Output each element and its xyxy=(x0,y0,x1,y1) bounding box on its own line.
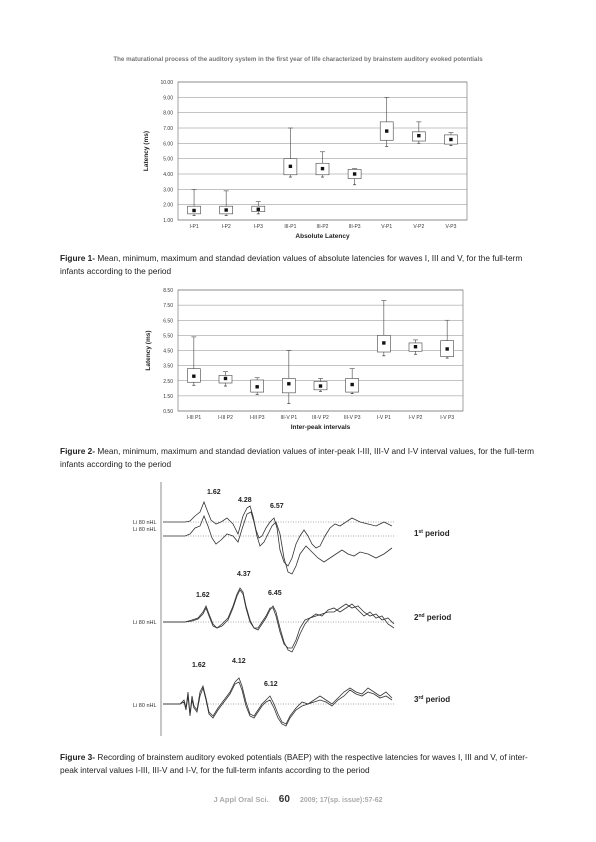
figure1-text: Mean, minimum, maximum and standad deviation values of absolute latencies for waves I, III and V, for the full-term infants according to the period xyxy=(60,253,523,276)
fig1-ytick-label: 2.00 xyxy=(163,202,173,209)
fig1-ytick-label: 4.00 xyxy=(163,172,173,178)
period1-peak-I: 1.62 xyxy=(207,489,221,496)
fig2-ytick-label: 4.50 xyxy=(163,348,173,355)
fig2-ytick-label: 1.50 xyxy=(163,393,173,400)
period3-channel-label: Li 80 nHL xyxy=(133,703,157,709)
fig1-xtick-label: V-P2 xyxy=(413,224,425,230)
running-header: The maturational process of the auditory system in the first year of life characterized by brainstem auditory evoked potentials xyxy=(113,56,483,63)
fig1-mean-marker xyxy=(321,167,324,170)
figure2-label: Figure 2- xyxy=(60,446,96,456)
period1-trace-2 xyxy=(163,512,392,574)
fig1-ytick-label: 1.00 xyxy=(163,218,173,224)
period2-peak-III: 4.37 xyxy=(237,571,251,578)
period3-peak-I: 1.62 xyxy=(192,662,206,669)
period3-peak-III: 4.12 xyxy=(232,658,246,665)
fig2-xtick-label: I-III P1 xyxy=(186,415,202,421)
fig2-ytick-label: 7.50 xyxy=(163,303,173,310)
figure2-text: Mean, minimum, maximum and standad deviation values of inter-peak I-III, III-V and I-V interval values, for the full-term infants according to the period xyxy=(60,446,535,469)
fig2-ytick-label: 2.50 xyxy=(163,378,173,385)
figure2-caption xyxy=(60,445,544,471)
fig1-mean-marker xyxy=(289,165,292,168)
period3-trace-2 xyxy=(163,682,392,726)
fig2-xtick-label: I-III P2 xyxy=(218,415,233,421)
period1-trace-1 xyxy=(163,502,392,566)
fig2-xtick-label: III-V P2 xyxy=(312,415,329,421)
fig1-xaxis-title: Absolute Latency xyxy=(295,233,350,240)
fig2-mean-marker xyxy=(255,385,258,388)
period1-peak-III: 4.28 xyxy=(238,497,252,504)
fig1-mean-marker xyxy=(224,208,227,211)
fig2-xtick-label: I-V P1 xyxy=(376,415,391,421)
figure3-text: Recording of brainstem auditory evoked potentials (BAEP) with the respective latencies for waves I, III and V, of inter-peak interval values I-III, III-V and I-V, for the full-term infants according to the period xyxy=(60,752,528,775)
fig1-mean-marker xyxy=(417,134,420,137)
period3-peak-V: 6.12 xyxy=(264,681,278,688)
fig2-ytick-label: 5.50 xyxy=(163,333,173,340)
period3-label: 3rd period xyxy=(414,695,451,704)
fig1-ytick-label: 10.00 xyxy=(160,80,173,86)
fig2-xaxis-title: Inter-peak intervals xyxy=(290,424,351,431)
figure1-chart xyxy=(0,76,596,248)
fig1-mean-marker xyxy=(353,172,356,175)
period1-peak-V: 6.57 xyxy=(270,503,284,510)
fig2-xtick-label: I-V P2 xyxy=(408,415,423,421)
fig1-xtick-label: III-P2 xyxy=(316,224,329,230)
fig2-ytick-label: 8.50 xyxy=(163,288,173,294)
period1-group xyxy=(133,489,450,574)
fig2-ytick-label: 3.50 xyxy=(163,363,173,370)
fig1-ytick-label: 9.00 xyxy=(163,95,173,102)
fig1-xtick-label: I-P1 xyxy=(189,224,199,230)
footer-page-number: 60 xyxy=(278,794,290,805)
fig1-ytick-label: 3.00 xyxy=(163,187,173,194)
fig1-plot-frame xyxy=(178,82,467,220)
fig1-xtick-label: I-P2 xyxy=(221,224,231,230)
fig2-ytick-label: 6.50 xyxy=(163,318,173,325)
fig1-ytick-label: 8.00 xyxy=(163,110,173,117)
period2-label: 2nd period xyxy=(414,613,452,622)
fig1-ytick-label: 7.00 xyxy=(163,126,173,132)
fig2-mean-marker xyxy=(192,375,195,378)
fig2-mean-marker xyxy=(350,383,353,386)
period2-peak-I: 1.62 xyxy=(196,592,210,599)
fig2-yaxis-title: Latency (ms) xyxy=(145,330,152,371)
fig2-ytick-label: 0.50 xyxy=(163,409,173,415)
period1-channel-label-2: Li 80 nHL xyxy=(133,527,157,533)
footer-citation: 2009; 17(sp. issue):57-62 xyxy=(299,797,383,804)
fig1-mean-marker xyxy=(449,138,452,141)
period1-channel-label-1: Li 80 nHL xyxy=(133,520,157,526)
fig2-mean-marker xyxy=(382,341,385,344)
period2-channel-label: Li 80 nHL xyxy=(133,620,157,626)
fig1-mean-marker xyxy=(257,208,260,211)
fig2-mean-marker xyxy=(224,377,227,380)
fig1-ytick-label: 6.00 xyxy=(163,141,173,148)
figure1-caption xyxy=(60,252,544,278)
figure2-chart xyxy=(0,284,596,440)
fig1-xtick-label: III-P1 xyxy=(284,224,297,230)
period1-label: 1st period xyxy=(414,529,450,538)
fig1-yaxis-title: Latency (ms) xyxy=(143,130,150,172)
fig1-xtick-label: V-P3 xyxy=(445,224,457,230)
figure1-label: Figure 1- xyxy=(60,253,96,263)
fig2-box xyxy=(282,378,295,392)
fig1-ytick-label: 5.00 xyxy=(163,156,173,163)
fig2-xtick-label: I-V P3 xyxy=(440,415,455,421)
period2-peak-V: 6.45 xyxy=(268,590,282,597)
period2-group xyxy=(133,571,451,652)
fig1-mean-marker xyxy=(385,129,388,132)
fig2-mean-marker xyxy=(319,384,322,387)
fig1-xtick-label: I-P3 xyxy=(253,224,263,230)
figure3-caption xyxy=(60,751,544,777)
page-footer xyxy=(0,794,596,805)
fig2-xtick-label: III-V P1 xyxy=(280,415,298,421)
fig2-mean-marker xyxy=(414,345,417,348)
fig1-xtick-label: III-P3 xyxy=(348,224,361,230)
fig2-xtick-label: III-V P3 xyxy=(343,415,361,421)
fig2-mean-marker xyxy=(445,347,448,350)
fig1-xtick-label: V-P1 xyxy=(381,224,393,230)
fig2-xtick-label: I-III P3 xyxy=(249,415,265,421)
footer-journal: J Appl Oral Sci. xyxy=(213,795,269,804)
figure3-baep-recording xyxy=(0,478,596,746)
fig1-mean-marker xyxy=(192,209,195,212)
fig2-mean-marker xyxy=(287,382,290,385)
figure3-label: Figure 3- xyxy=(60,752,96,762)
period3-group xyxy=(133,658,450,726)
